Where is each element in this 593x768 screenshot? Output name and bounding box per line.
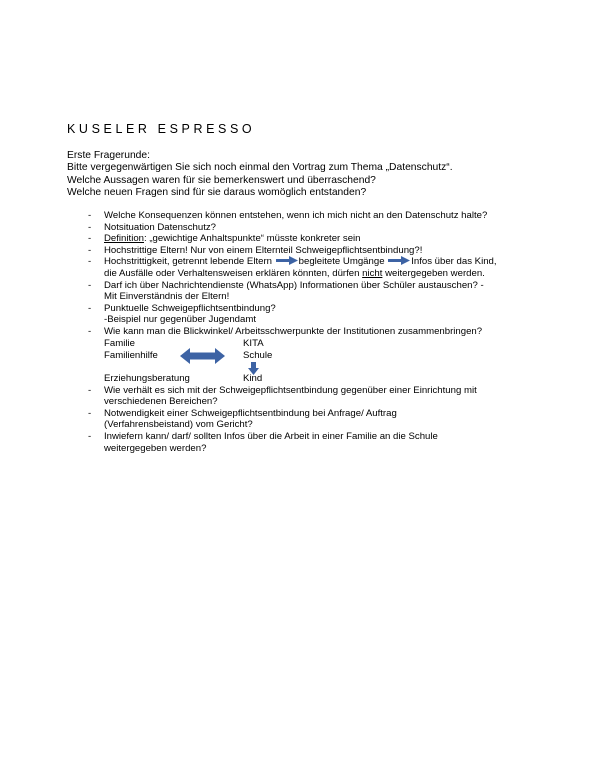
list-item: - Inwiefern kann/ darf/ sollten Infos über die Arbeit in einer Familie an die Schule weitergegeben werden?	[88, 430, 438, 454]
double-arrow-icon	[180, 347, 225, 365]
institutions-diagram	[104, 338, 543, 385]
label-familienhilfe: Familienhilfe	[104, 349, 158, 361]
intro-line: Welche Aussagen waren für sie bemerkenswert und überraschend?	[67, 174, 376, 186]
list-item: - Notsituation Datenschutz?	[88, 221, 216, 233]
list-item: - Wie kann man die Blickwinkel/ Arbeitsschwerpunkte der Institutionen zusammenbringen? Familie KITA Familienhilfe Schule Erziehungsberatung Kind	[0, 326, 593, 385]
list-item: - Definition: „gewichtige Anhaltspunkte“ müsste konkreter sein	[88, 233, 361, 245]
list-item: - Hochstrittigkeit, getrennt lebende Eltern begleitete Umgänge Infos über das Kind, die Ausfälle oder Verhaltensweisen erklären könnten, dürfen nicht weitergegeben werden.	[88, 256, 497, 279]
label-kind: Kind	[243, 372, 263, 384]
document-title: KUSELER ESPRESSO	[67, 122, 256, 136]
label-kita: KITA	[243, 337, 264, 349]
intro-line: Welche neuen Fragen sind für sie daraus womöglich entstanden?	[67, 186, 367, 198]
intro-line: Erste Fragerunde:	[67, 150, 150, 161]
label-familie: Familie	[104, 337, 135, 349]
intro-line: Bitte vergegenwärtigen Sie sich noch einmal den Vortrag zum Thema „Datenschutz“.	[67, 162, 453, 174]
list-item: - Hochstrittige Eltern! Nur von einem Elternteil Schweigepflichtsentbindung?!	[88, 244, 423, 256]
right-arrow-icon	[276, 256, 298, 265]
definition-label: Definition	[104, 233, 144, 245]
right-arrow-icon	[388, 256, 410, 265]
list-item: - Darf ich über Nachrichtendienste (WhatsApp) Informationen über Schüler austauschen? - Mit Einverständnis der Eltern!	[88, 279, 484, 303]
question-list	[0, 210, 593, 454]
list-item: - Wie verhält es sich mit der Schweigepflichtsentbindung gegenüber einer Einrichtung mit verschiedenen Bereichen?	[88, 384, 477, 408]
list-item: - Punktuelle Schweigepflichtsentbindung? -Beispiel nur gegenüber Jugendamt	[88, 302, 276, 326]
intro-block	[67, 150, 453, 199]
label-schule: Schule	[243, 349, 273, 361]
list-item: - Welche Konsequenzen können entstehen, wenn ich mich nicht an den Datenschutz halte?	[88, 210, 488, 221]
list-item: - Notwendigkeit einer Schweigepflichtsentbindung bei Anfrage/ Auftrag (Verfahrensbeistand) vom Gericht?	[88, 407, 397, 431]
label-erziehungsberatung: Erziehungsberatung	[104, 372, 190, 384]
